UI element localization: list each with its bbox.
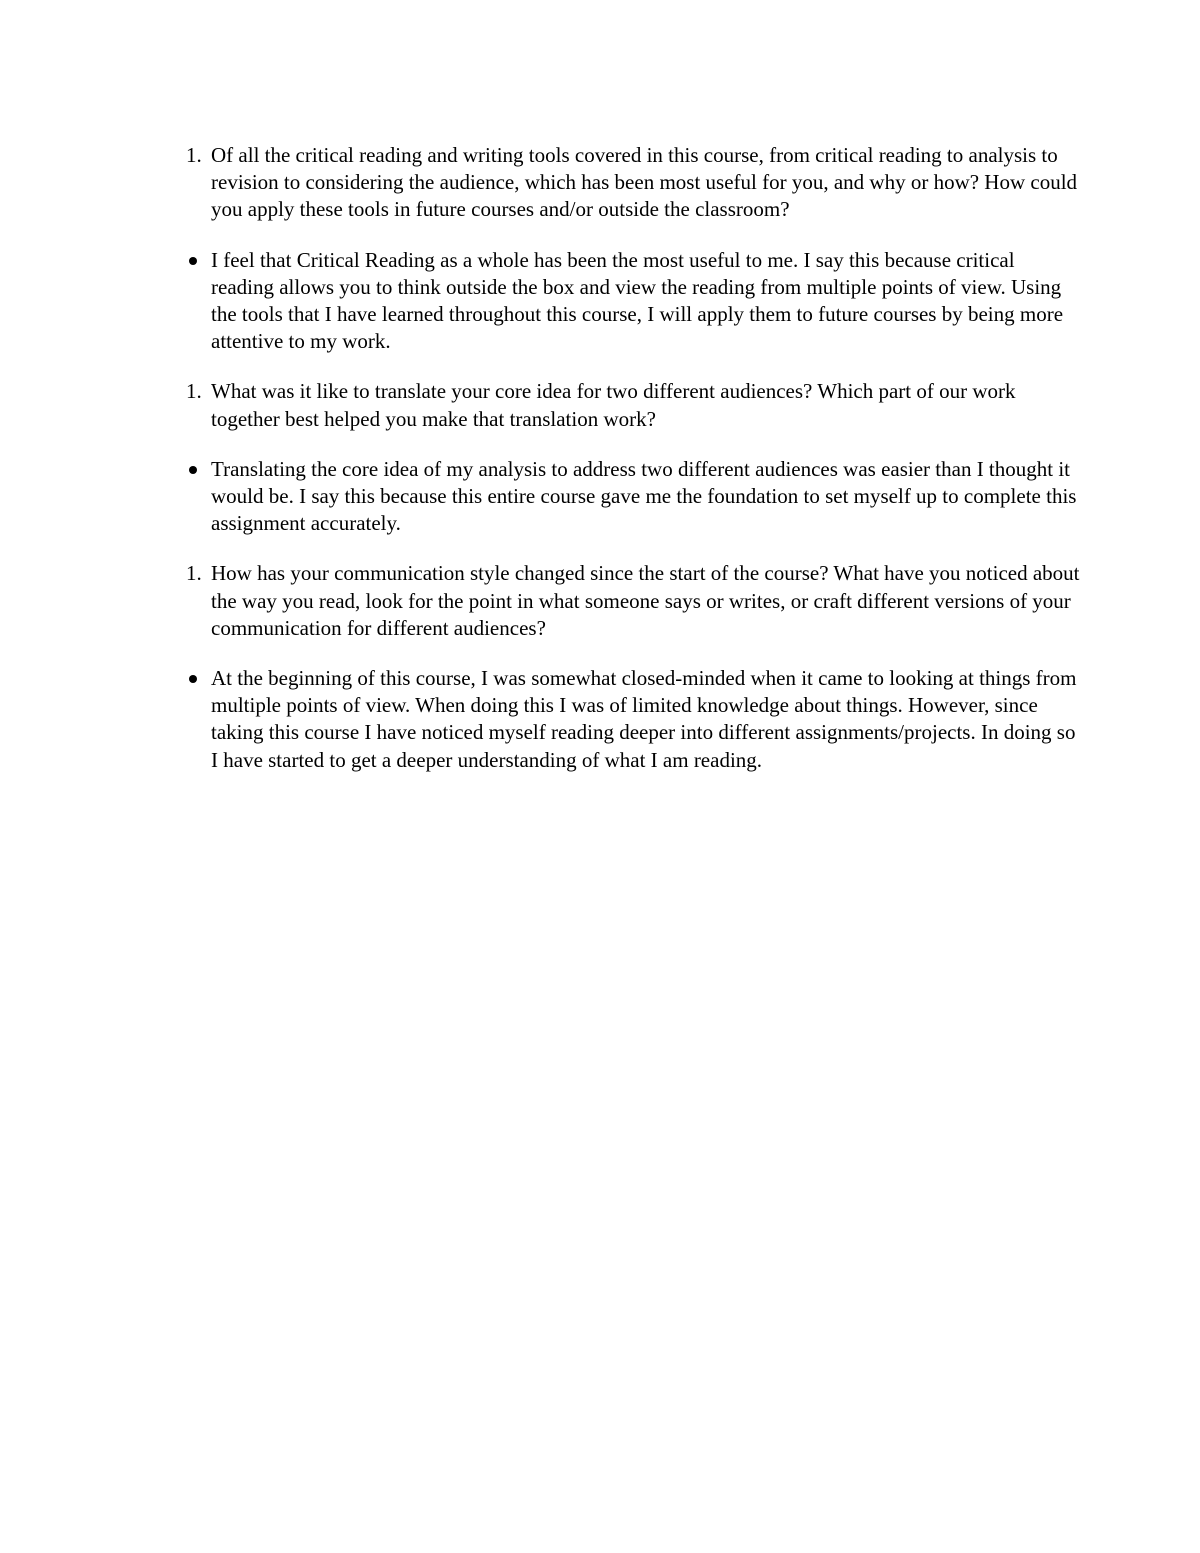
bullet-icon: [189, 257, 197, 265]
bullet-icon: [189, 675, 197, 683]
answer-text: At the beginning of this course, I was somewhat closed-minded when it came to looking at things from multiple points of view. When doing this I was of limited knowledge about things. However, since taking this course I have noticed myself reading deeper into different assignments/projects. In doing so I have started to get a deeper understanding of what I am reading.: [211, 666, 1077, 772]
answer-item: [180, 456, 1080, 538]
list-number: 1.: [186, 379, 202, 404]
list-number: 1.: [186, 143, 202, 167]
answer-text: I feel that Critical Reading as a whole has been the most useful to me. I say this because critical reading allows you to think outside the box and view the reading from multiple points of view. Using the tools that I have learned throughout this course, I will apply them to future courses by being more attentive to my work.: [211, 247, 1064, 354]
answer-text: Translating the core idea of my analysis to address two different audiences was easier than I thought it would be. I say this because this entire course gave me the foundation to set myself up to complete this assignment accurately.: [211, 456, 1077, 536]
answer-item: [180, 247, 1080, 356]
list-number: 1.: [186, 561, 202, 586]
question-item: [180, 378, 1080, 432]
answer-item: [180, 665, 1080, 774]
question-item: [180, 560, 1080, 642]
question-text: How has your communication style changed since the start of the course? What have you noticed about the way you read, look for the point in what someone says or writes, or craft different versions of your communication for different audiences?: [211, 561, 1080, 640]
bullet-icon: [189, 466, 197, 474]
question-text: What was it like to translate your core idea for two different audiences? Which part of our work together best helped you make that translation work?: [211, 379, 1016, 431]
question-item: [180, 142, 1080, 224]
document-body: [180, 142, 1080, 797]
question-text: Of all the critical reading and writing tools covered in this course, from critical reading to analysis to revision to considering the audience, which has been most useful for you, and why or how? How could you apply these tools in future courses and/or outside the classroom?: [211, 143, 1078, 222]
